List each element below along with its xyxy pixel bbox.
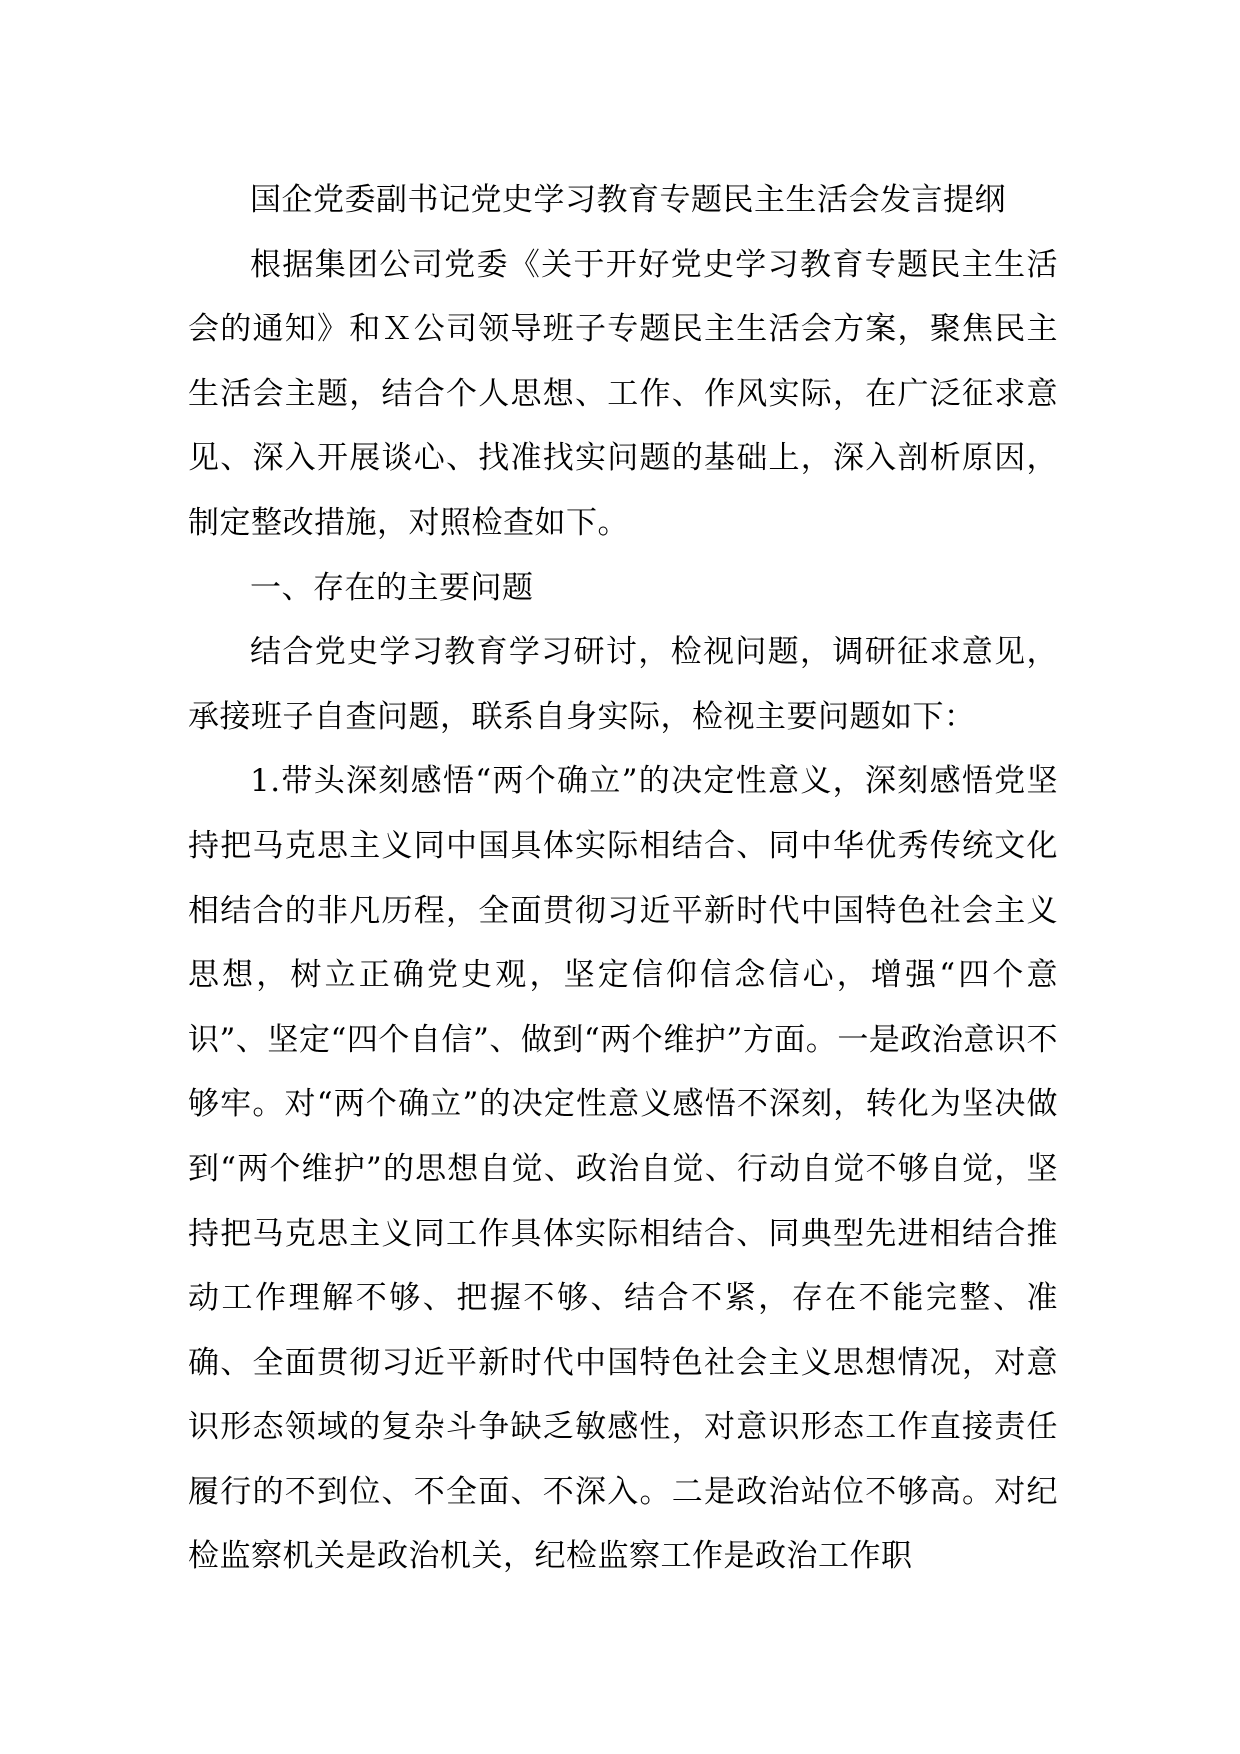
document-title: 国企党委副书记党史学习教育专题民主生活会发言提纲	[250, 182, 1006, 218]
document-body	[188, 168, 1058, 1589]
section-heading: 一、存在的主要问题	[250, 569, 534, 606]
item-1-paragraph: 1.带头深刻感悟“两个确立”的决定性意义，深刻感悟党坚持把马克思主义同中国具体实际相结合、同中华优秀传统文化相结合的非凡历程，全面贯彻习近平新时代中国特色社会主义思想，树立正确党史观，坚定信仰信念信心，增强“四个意识”、坚定“四个自信”、做到“两个维护”方面。一是政治意识不够牢。对“两个确立”的决定性意义感悟不深刻，转化为坚决做到“两个维护”的思想自觉、政治自觉、行动自觉不够自觉，坚持把马克思主义同工作具体实际相结合、同典型先进相结合推动工作理解不够、把握不够、结合不紧，存在不能完整、准确、全面贯彻习近平新时代中国特色社会主义思想情况，对意识形态领域的复杂斗争缺乏敏感性，对意识形态工作直接责任履行的不到位、不全面、不深入。二是政治站位不够高。对纪检监察机关是政治机关，纪检监察工作是政治工作职	[188, 763, 1058, 1575]
section-intro-paragraph: 结合党史学习教育学习研讨，检视问题，调研征求意见，承接班子自查问题，联系自身实际，检视主要问题如下：	[188, 634, 1058, 735]
intro-paragraph: 根据集团公司党委《关于开好党史学习教育专题民主生活会的通知》和Ｘ公司领导班子专题民主生活会方案，聚焦民主生活会主题，结合个人思想、工作、作风实际，在广泛征求意见、深入开展谈心、找准找实问题的基础上，深入剖析原因，制定整改措施，对照检查如下。	[188, 246, 1058, 541]
